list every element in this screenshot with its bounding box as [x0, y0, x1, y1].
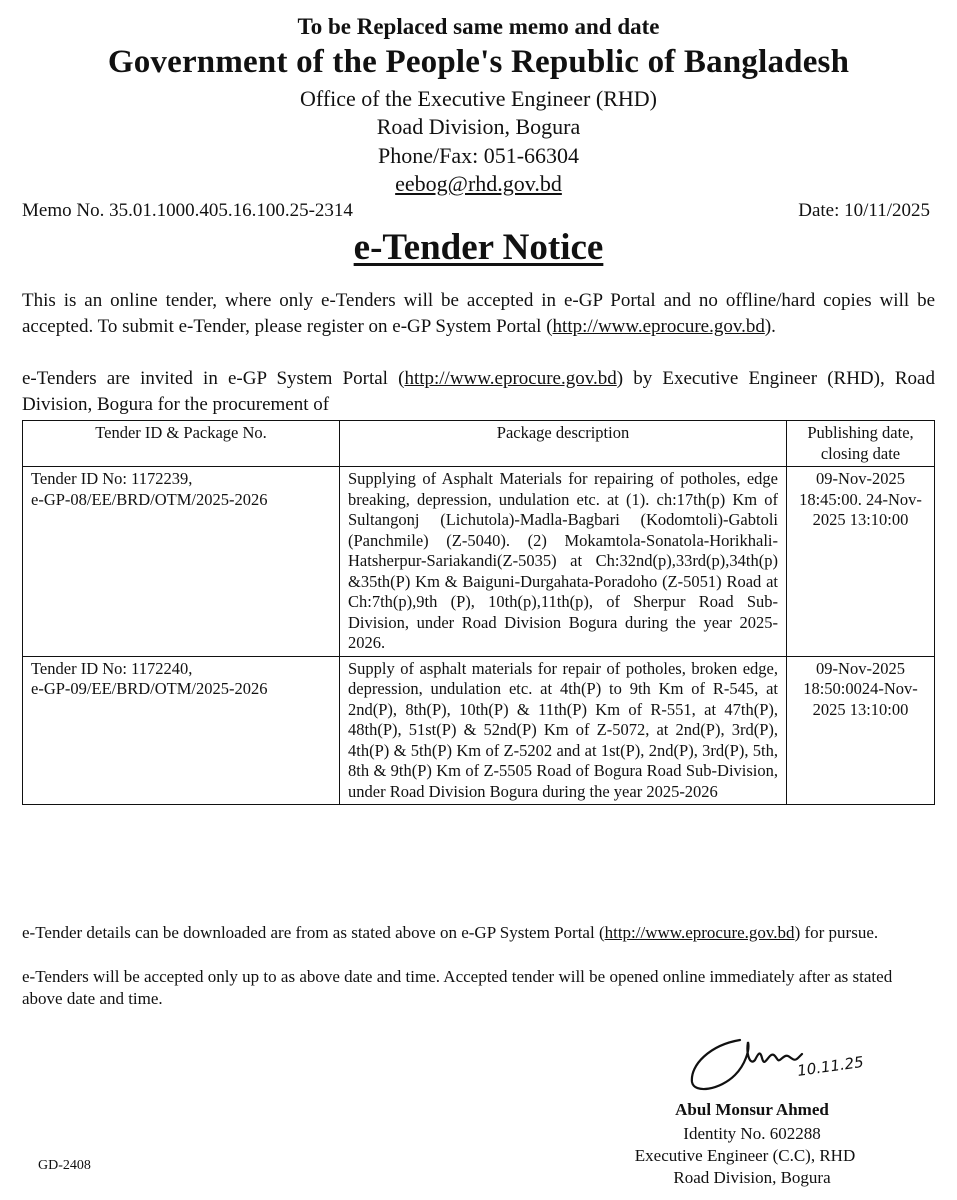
gd-number: GD-2408 [38, 1158, 91, 1173]
header-description: Package description [340, 421, 787, 467]
handwritten-signature [680, 1020, 870, 1100]
office-name: Office of the Executive Engineer (RHD) [300, 86, 657, 111]
publish-closing-dates: 09-Nov-2025 18:50:0024-Nov-2025 13:10:00 [787, 656, 935, 805]
footer-1-text: e-Tender details can be downloaded are from as stated above on e-GP System Portal ( [22, 923, 605, 942]
tender-id-cell [23, 467, 340, 657]
package-description: Supply of asphalt materials for repair of potholes, broken edge, depression, undulation etc. at 4th(P) to 9th Km of R-545, at 2nd(P), 8th(P), 10th(P) & 11th(P) Km of R-551, at 47th(P), 48th(P), 51st(P) & 52nd(P) Km of Z-5072, at 2nd(P), 3rd(P), 4th(P) & 5th(P) Km of Z-5202 and at 1st(P), 2nd(P), 3rd(P), 5th, 8th & 9th(P) Km of Z-5505 Road of Bogura Road Sub-Division, under Road Division Bogura during the year 2025-2026 [340, 656, 787, 805]
signatory-division: Road Division, Bogura [673, 1168, 831, 1187]
table-row [23, 656, 935, 805]
intro-2-text: e-Tenders are invited in e-GP System Portal ( [22, 368, 405, 389]
footer-1-end: ) for pursue. [794, 923, 879, 942]
tender-table [22, 420, 935, 805]
signature-date: 10.11.25 [796, 1052, 865, 1080]
intro-paragraph-1 [22, 288, 935, 340]
eprocure-link-1[interactable]: http://www.eprocure.gov.bd [552, 316, 765, 337]
memo-number: Memo No. 35.01.1000.405.16.100.25-2314 [22, 200, 353, 221]
signatory-designation: Executive Engineer (C.C), RHD [634, 1146, 856, 1165]
email-text[interactable]: eebog@rhd.gov.bd [395, 171, 562, 196]
package-no: e-GP-08/EE/BRD/OTM/2025-2026 [31, 489, 268, 509]
notice-title-text: e-Tender Notice [353, 227, 604, 268]
footer-paragraph-2: e-Tenders will be accepted only up to as above date and time. Accepted tender will be opened online immediately after as stated above date and time. [22, 967, 893, 1008]
header-dates: Publishing date, closing date [787, 421, 935, 467]
intro-1-end: ). [764, 316, 776, 337]
signatory-identity: Identity No. 602288 [683, 1124, 821, 1143]
division-name: Road Division, Bogura [376, 114, 581, 139]
intro-1-text: This is an online tender, where only e-Tenders will be accepted in e-GP Portal and no offline/hard copies will be accepted. To submit e-Tender, please register on e-GP System Portal ( [22, 290, 935, 337]
intro-2-end: ) by Executive Engineer (RHD), Road Division, Bogura for the procurement of [22, 368, 935, 415]
eprocure-link-2[interactable]: http://www.eprocure.gov.bd [404, 368, 617, 389]
header-tender-id: Tender ID & Package No. [23, 421, 340, 467]
intro-paragraph-2 [22, 366, 935, 418]
table-header-row [23, 421, 935, 467]
phone-fax: Phone/Fax: 051-66304 [377, 143, 580, 168]
notice-title [0, 226, 957, 269]
replace-note: To be Replaced same memo and date [297, 14, 660, 39]
footer-paragraph-1 [22, 922, 935, 944]
signatory-name: Abul Monsur Ahmed [675, 1100, 829, 1119]
eprocure-link-3[interactable]: http://www.eprocure.gov.bd [604, 923, 795, 942]
memo-date: Date: 10/11/2025 [798, 200, 930, 221]
tender-id: Tender ID No: 1172239, [31, 469, 193, 488]
tender-id: Tender ID No: 1172240, [31, 658, 193, 678]
publish-closing-dates: 09-Nov-2025 18:45:00. 24-Nov-2025 13:10:00 [787, 467, 935, 657]
email-link[interactable] [0, 171, 957, 197]
table-row [23, 467, 935, 657]
government-title: Government of the People's Republic of Bangladesh [107, 44, 850, 80]
package-description: Supplying of Asphalt Materials for repairing of potholes, edge breaking, depression, undulation etc. at (1). ch:17th(p) Km of Sultangonj (Lichutola)-Madla-Bagbari (Kodomtoli)-Gabtoli (Panchmile) (Z-5040). (2) Mokamtola-Sonatola-Horikhali-Hatsherpur-Sariakandi(Z-5035) at Ch:32nd(p),33rd(p),34th(p) &35th(P) Km & Baiguni-Durgahata-Poradoho (Z-5051) Road at Ch:7th(p),9th (P), 10th(p),11th(p), of Sherpur Road Sub-Division, under Road Division Bogura during the year 2025-2026. [340, 467, 787, 657]
package-no: e-GP-09/EE/BRD/OTM/2025-2026 [31, 679, 268, 698]
tender-id-cell [23, 656, 340, 805]
